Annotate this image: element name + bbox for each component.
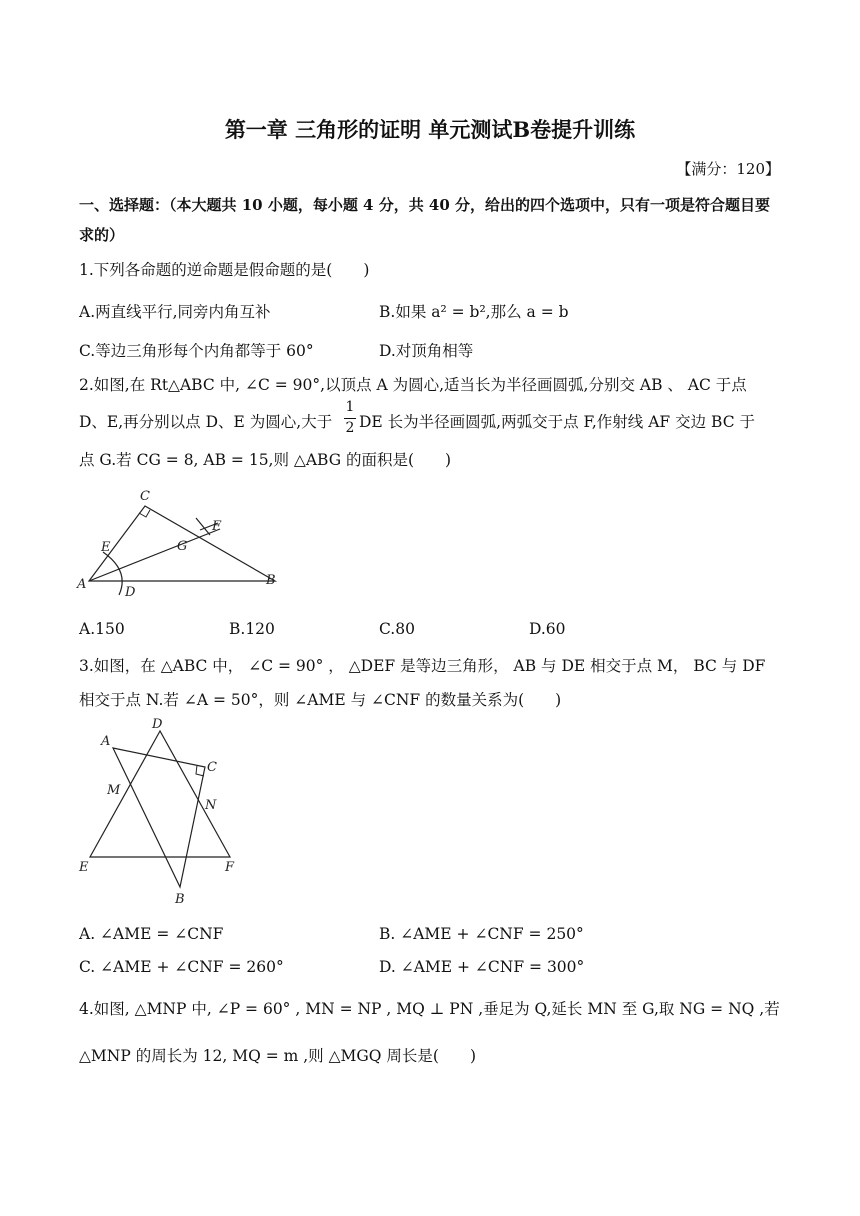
q1-option-a: A.两直线平行,同旁内角互补 (79, 303, 271, 321)
q3-option-a: A. ∠AME = ∠CNF (79, 925, 224, 943)
q2-figure (70, 485, 290, 600)
fraction-numerator: 1 (345, 399, 355, 415)
label-e: E (101, 540, 111, 555)
q2-option-c: C.80 (379, 620, 415, 638)
label-a: A (77, 577, 87, 592)
q2-option-a: A.150 (79, 620, 125, 638)
q3-line2: 相交于点 N.若 ∠A = 50°，则 ∠AME 与 ∠CNF 的数量关系为( ) (79, 691, 562, 709)
label-b: B (266, 573, 276, 588)
fraction-bar (344, 418, 356, 419)
label-a: A (101, 734, 111, 749)
q2-line1: 2.如图,在 Rt△ABC 中, ∠C = 90°,以顶点 A 为圆心,适当长为半径画圆弧,分别交 AB 、 AC 于点 (79, 376, 747, 394)
label-c: C (140, 489, 150, 504)
fraction-denominator: 2 (345, 420, 355, 436)
q3-option-c: C. ∠AME + ∠CNF = 260° (79, 958, 284, 976)
label-f: F (212, 519, 222, 534)
page-title: 第一章 三角形的证明 单元测试B卷提升训练 (224, 117, 636, 142)
label-f: F (225, 860, 235, 875)
q1-stem: 1.下列各命题的逆命题是假命题的是( ) (79, 261, 370, 279)
q3-option-d: D. ∠AME + ∠CNF = 300° (379, 958, 585, 976)
triangle-abc (113, 748, 205, 887)
q3-option-b: B. ∠AME + ∠CNF = 250° (379, 925, 584, 943)
label-m: M (107, 783, 121, 798)
q1-option-d: D.对顶角相等 (379, 342, 474, 360)
q2-option-b: B.120 (229, 620, 275, 638)
q3-figure (70, 712, 260, 912)
label-e: E (79, 860, 89, 875)
label-g: G (177, 539, 188, 554)
q2-option-d: D.60 (529, 620, 566, 638)
label-c: C (207, 760, 217, 775)
q4-line1: 4.如图, △MNP 中, ∠P = 60° , MN = NP , MQ ⊥ PN ,垂足为 Q,延长 MN 至 G,取 NG = NQ ,若 (79, 1000, 780, 1018)
section-heading: 一、选择题：（本大题共 10 小题，每小题 4 分，共 40 分，给出的四个选项中，只有一项是符合题目要求的） (79, 196, 771, 244)
q1-option-b: B.如果 a² = b²,那么 a = b (379, 303, 569, 321)
label-d: D (125, 585, 136, 600)
q1-option-c: C.等边三角形每个内角都等于 60° (79, 342, 314, 360)
q4-line2: △MNP 的周长为 12, MQ = m ,则 △MGQ 周长是( ) (79, 1047, 477, 1065)
q2-line2b: DE 长为半径画圆弧,两弧交于点 F,作射线 AF 交边 BC 于 (359, 413, 755, 431)
q3-line1: 3.如图，在 △ABC 中， ∠C = 90° ， △DEF 是等边三角形， AB 与 DE 相交于点 M， BC 与 DF (79, 657, 766, 675)
q2-line2a: D、E,再分别以点 D、E 为圆心,大于 (79, 413, 333, 431)
full-score: 【满分：120】 (676, 160, 780, 178)
q2-line3: 点 G.若 CG = 8, AB = 15,则 △ABG 的面积是( ) (79, 451, 452, 469)
label-d: D (152, 717, 163, 732)
label-n: N (205, 798, 217, 813)
label-b: B (175, 892, 185, 907)
